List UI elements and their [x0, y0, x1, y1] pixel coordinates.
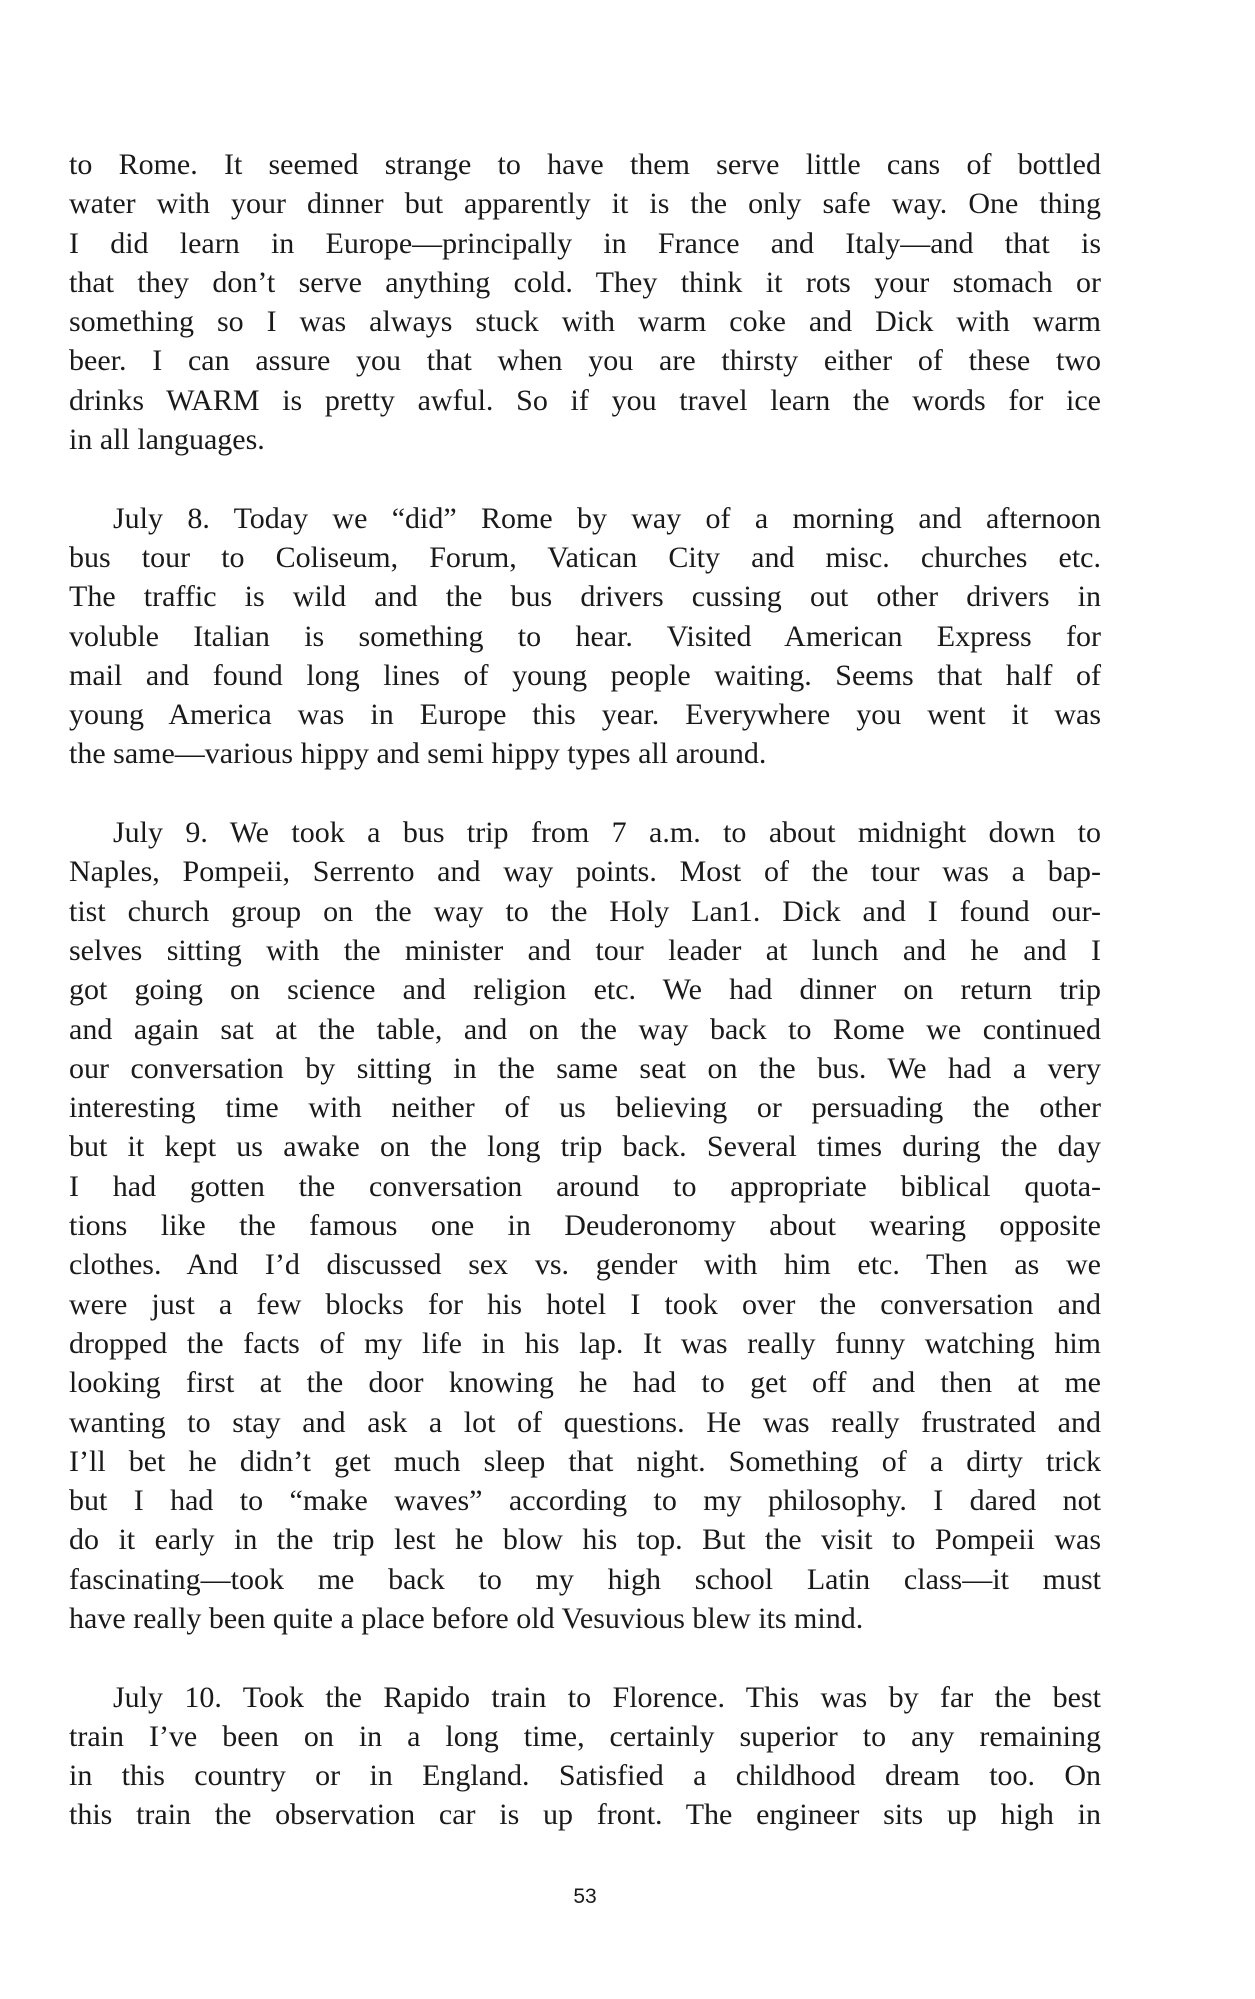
text-line: July 10. Took the Rapido train to Florence. This was by far the best: [113, 1680, 1101, 1714]
paragraph: [69, 499, 1101, 774]
text-line: Naples, Pompeii, Serrento and way points. Most of the tour was a bap-: [69, 855, 1101, 889]
text-line: selves sitting with the minister and tour leader at lunch and he and I: [69, 933, 1101, 967]
text-line: got going on science and religion etc. We had dinner on return trip: [69, 973, 1101, 1007]
text-line: in all languages.: [69, 423, 265, 457]
text-line: drinks WARM is pretty awful. So if you travel learn the words for ice: [69, 383, 1101, 417]
text-line: I did learn in Europe—principally in France and Italy—and that is: [69, 226, 1101, 260]
text-line: to Rome. It seemed strange to have them serve little cans of bottled: [69, 148, 1101, 181]
text-line: fascinating—took me back to my high school Latin class—it must: [69, 1562, 1101, 1596]
text-line: train I’ve been on in a long time, certainly superior to any remaining: [69, 1719, 1101, 1753]
body-text: [69, 145, 1101, 1874]
text-line: looking first at the door knowing he had to get off and then at me: [69, 1366, 1101, 1400]
text-line: voluble Italian is something to hear. Visited American Express for: [69, 619, 1101, 653]
text-line: mail and found long lines of young people waiting. Seems that half of: [69, 658, 1101, 692]
text-line: tions like the famous one in Deuderonomy about wearing opposite: [69, 1209, 1101, 1243]
text-line: The traffic is wild and the bus drivers cussing out other drivers in: [69, 580, 1101, 614]
text-line: this train the observation car is up front. The engineer sits up high in: [69, 1798, 1101, 1832]
text-line: interesting time with neither of us believing or persuading the other: [69, 1091, 1101, 1125]
text-line: July 8. Today we “did” Rome by way of a morning and afternoon: [113, 501, 1101, 535]
text-line: something so I was always stuck with warm coke and Dick with warm: [69, 305, 1101, 339]
text-line: the same—various hippy and semi hippy types all around.: [69, 737, 767, 771]
text-line: dropped the facts of my life in his lap. It was really funny watching him: [69, 1326, 1101, 1360]
text-line: our conversation by sitting in the same seat on the bus. We had a very: [69, 1051, 1101, 1085]
text-line: and again sat at the table, and on the way back to Rome we continued: [69, 1012, 1101, 1046]
text-line: water with your dinner but apparently it is the only safe way. One thing: [69, 187, 1101, 221]
text-line: in this country or in England. Satisfied a childhood dream too. On: [69, 1759, 1101, 1793]
text-line: beer. I can assure you that when you are thirsty either of these two: [69, 344, 1101, 378]
text-line: that they don’t serve anything cold. They think it rots your stomach or: [69, 265, 1101, 299]
text-line: but I had to “make waves” according to my philosophy. I dared not: [69, 1484, 1101, 1518]
paragraph: [69, 813, 1101, 1638]
text-line: young America was in Europe this year. Everywhere you went it was: [69, 698, 1101, 732]
text-line: I’ll bet he didn’t get much sleep that night. Something of a dirty trick: [69, 1444, 1101, 1478]
text-line: do it early in the trip lest he blow his top. But the visit to Pompeii was: [69, 1523, 1101, 1557]
page-number: 53: [573, 1885, 597, 1908]
text-line: but it kept us awake on the long trip back. Several times during the day: [69, 1130, 1101, 1164]
text-line: bus tour to Coliseum, Forum, Vatican City and misc. churches etc.: [69, 540, 1101, 574]
text-line: tist church group on the way to the Holy Lan1. Dick and I found our-: [69, 894, 1101, 928]
paragraph: [69, 145, 1101, 459]
text-line: wanting to stay and ask a lot of questions. He was really frustrated and: [69, 1405, 1101, 1439]
paragraph: [69, 1678, 1101, 1835]
text-line: I had gotten the conversation around to appropriate biblical quota-: [69, 1169, 1101, 1203]
text-line: July 9. We took a bus trip from 7 a.m. to about midnight down to: [113, 816, 1101, 850]
text-line: have really been quite a place before old Vesuvious blew its mind.: [69, 1601, 864, 1635]
text-line: clothes. And I’d discussed sex vs. gender with him etc. Then as we: [69, 1248, 1101, 1282]
text-line: were just a few blocks for his hotel I took over the conversation and: [69, 1287, 1101, 1321]
